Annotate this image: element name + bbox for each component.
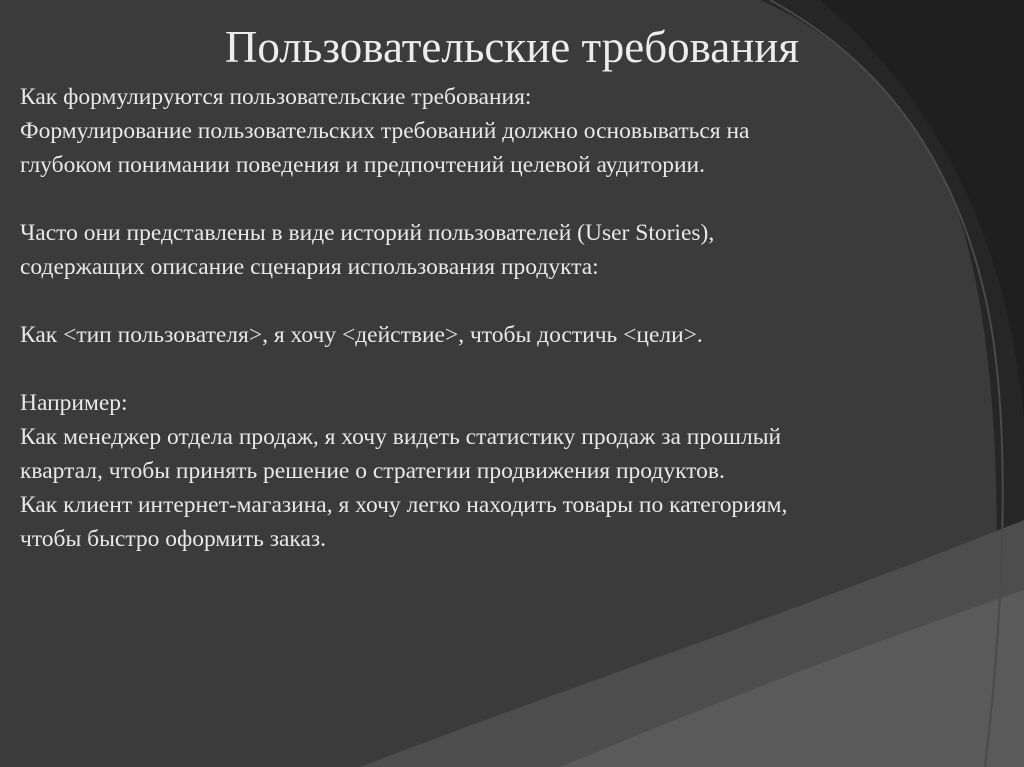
spacer: [20, 182, 980, 216]
spacer: [20, 352, 980, 386]
question-line: Как формулируются пользовательские требования:: [20, 84, 532, 110]
example-2-line-2: чтобы быстро оформить заказ.: [20, 526, 327, 552]
paragraph-2-line-1: Часто они представлены в виде историй пользователей (User Stories),: [20, 220, 715, 246]
example-1-line-2: квартал, чтобы принять решение о стратегии продвижения продуктов.: [20, 458, 725, 484]
example-2-line-1: Как клиент интернет-магазина, я хочу легко находить товары по категориям,: [20, 492, 788, 518]
slide-title: Пользовательские требования: [224, 22, 800, 72]
example-1-line-1: Как менеджер отдела продаж, я хочу видеть статистику продаж за прошлый: [20, 424, 782, 450]
paragraph-1-line-1: Формулирование пользовательских требований должно основываться на: [20, 118, 750, 144]
example-heading: Например:: [20, 390, 128, 416]
paragraph-1-line-2: глубоком понимании поведения и предпочтений целевой аудитории.: [20, 152, 705, 178]
user-story-template: Как <тип пользователя>, я хочу <действие>, чтобы достичь <цели>.: [20, 322, 703, 348]
slide-body: [20, 80, 980, 556]
paragraph-2-line-2: содержащих описание сценария использования продукта:: [20, 254, 599, 280]
spacer: [20, 284, 980, 318]
